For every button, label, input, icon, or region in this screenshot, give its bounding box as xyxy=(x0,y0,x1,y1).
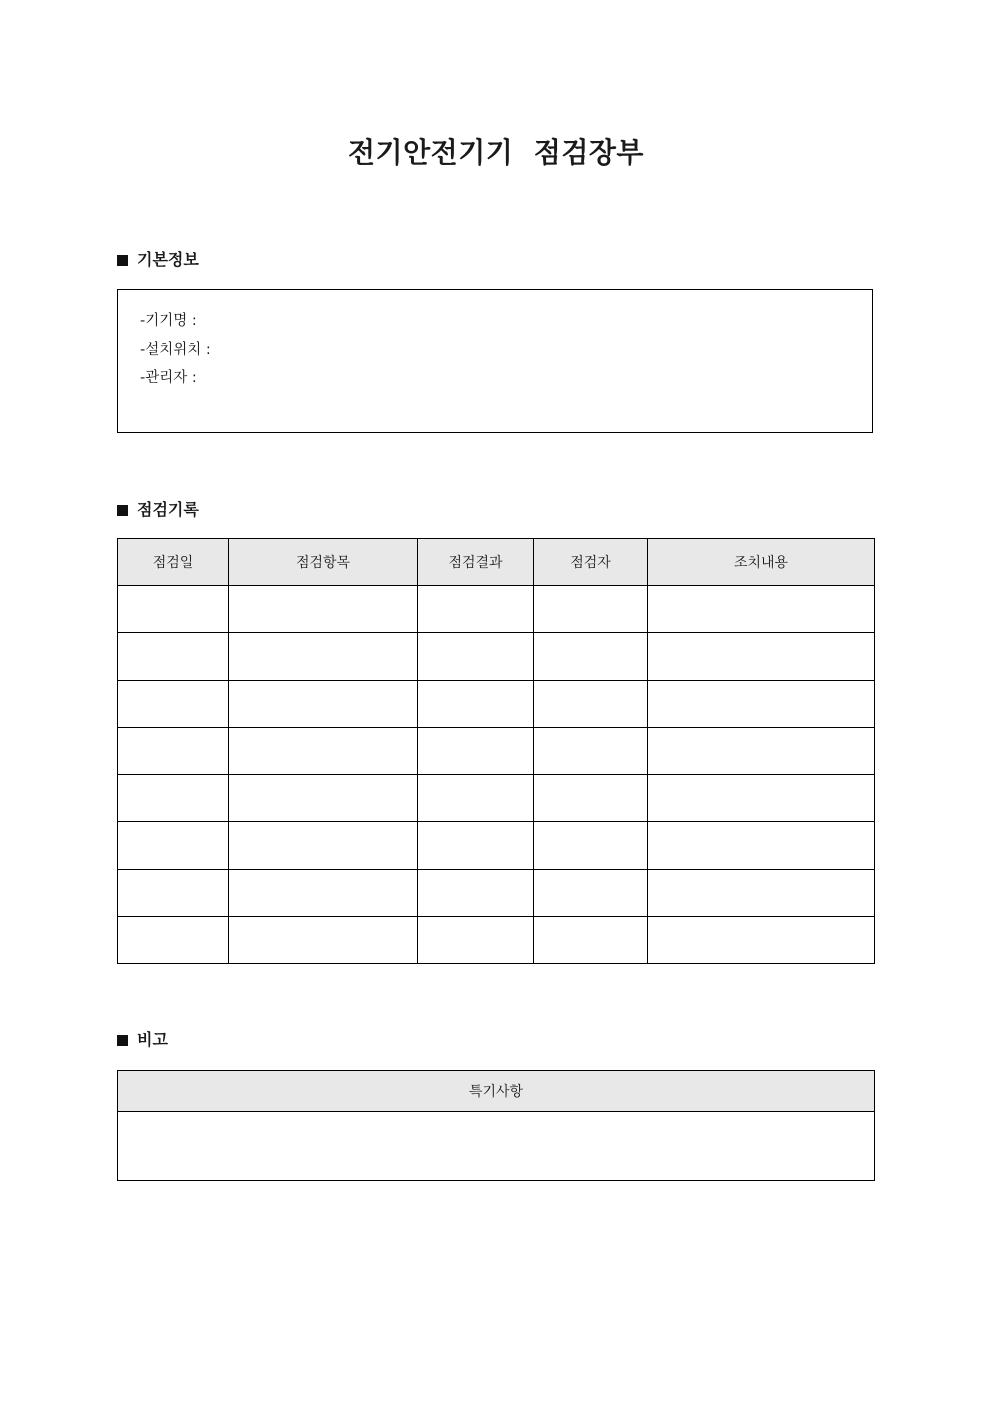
cell-inspection-item[interactable] xyxy=(229,775,418,822)
table-row xyxy=(118,680,875,727)
remarks-table xyxy=(117,1070,875,1181)
cell-inspection-date[interactable] xyxy=(118,775,229,822)
cell-inspection-item[interactable] xyxy=(229,917,418,964)
cell-action-taken[interactable] xyxy=(648,775,875,822)
cell-inspector[interactable] xyxy=(534,586,648,633)
cell-inspector[interactable] xyxy=(534,917,648,964)
remarks-body xyxy=(118,1112,875,1181)
column-header-inspector: 점검자 xyxy=(534,539,648,586)
column-header-action-taken: 조치내용 xyxy=(648,539,875,586)
cell-inspector[interactable] xyxy=(534,727,648,774)
cell-special-notes[interactable] xyxy=(118,1112,875,1181)
table-row xyxy=(118,727,875,774)
cell-inspection-date[interactable] xyxy=(118,822,229,869)
table-row xyxy=(118,822,875,869)
cell-action-taken[interactable] xyxy=(648,869,875,916)
filled-square-bullet-icon xyxy=(117,505,128,516)
section-heading-remarks xyxy=(117,1029,168,1051)
filled-square-bullet-icon xyxy=(117,1035,128,1046)
column-header-inspection-date: 점검일 xyxy=(118,539,229,586)
cell-action-taken[interactable] xyxy=(648,822,875,869)
table-row xyxy=(118,775,875,822)
cell-inspection-date[interactable] xyxy=(118,586,229,633)
cell-inspection-result[interactable] xyxy=(418,869,534,916)
column-header-special-notes: 특기사항 xyxy=(118,1071,875,1112)
basic-info-field-list xyxy=(140,307,211,393)
cell-inspection-result[interactable] xyxy=(418,727,534,774)
cell-inspection-item[interactable] xyxy=(229,869,418,916)
cell-inspection-result[interactable] xyxy=(418,917,534,964)
inspection-records-body xyxy=(118,586,875,964)
cell-inspection-item[interactable] xyxy=(229,680,418,727)
page-title: 전기안전기기 점검장부 xyxy=(348,136,644,169)
table-row xyxy=(118,869,875,916)
cell-inspection-item[interactable] xyxy=(229,822,418,869)
inspection-records-table xyxy=(117,538,875,964)
cell-inspection-result[interactable] xyxy=(418,822,534,869)
section-heading-label: 기본정보 xyxy=(137,250,199,269)
cell-action-taken[interactable] xyxy=(648,680,875,727)
cell-inspection-date[interactable] xyxy=(118,680,229,727)
section-heading-inspection-records xyxy=(117,499,199,521)
cell-inspector[interactable] xyxy=(534,822,648,869)
column-header-inspection-result: 점검결과 xyxy=(418,539,534,586)
cell-inspection-result[interactable] xyxy=(418,586,534,633)
cell-inspection-date[interactable] xyxy=(118,869,229,916)
cell-inspector[interactable] xyxy=(534,775,648,822)
cell-inspection-item[interactable] xyxy=(229,633,418,680)
cell-inspection-date[interactable] xyxy=(118,727,229,774)
cell-inspector[interactable] xyxy=(534,869,648,916)
cell-inspection-item[interactable] xyxy=(229,586,418,633)
section-heading-label: 점검기록 xyxy=(137,500,199,519)
cell-inspection-date[interactable] xyxy=(118,917,229,964)
table-header-row xyxy=(118,539,875,586)
basic-info-field-manager[interactable]: -관리자 : xyxy=(140,370,197,386)
basic-info-box xyxy=(117,289,873,433)
cell-action-taken[interactable] xyxy=(648,727,875,774)
table-row xyxy=(118,917,875,964)
table-row xyxy=(118,633,875,680)
basic-info-field-install-location[interactable]: -설치위치 : xyxy=(140,341,211,358)
column-header-inspection-item: 점검항목 xyxy=(229,539,418,586)
cell-inspection-item[interactable] xyxy=(229,727,418,774)
cell-inspection-result[interactable] xyxy=(418,775,534,822)
section-heading-label: 비고 xyxy=(137,1030,168,1049)
basic-info-field-device-name[interactable]: -기기명 : xyxy=(140,313,197,329)
cell-action-taken[interactable] xyxy=(648,633,875,680)
cell-inspection-result[interactable] xyxy=(418,680,534,727)
table-header-row xyxy=(118,1071,875,1112)
cell-action-taken[interactable] xyxy=(648,917,875,964)
cell-inspection-result[interactable] xyxy=(418,633,534,680)
cell-inspector[interactable] xyxy=(534,633,648,680)
filled-square-bullet-icon xyxy=(117,255,128,266)
table-row xyxy=(118,586,875,633)
cell-inspector[interactable] xyxy=(534,680,648,727)
section-heading-basic-info xyxy=(117,249,199,271)
table-row xyxy=(118,1112,875,1181)
cell-inspection-date[interactable] xyxy=(118,633,229,680)
cell-action-taken[interactable] xyxy=(648,586,875,633)
